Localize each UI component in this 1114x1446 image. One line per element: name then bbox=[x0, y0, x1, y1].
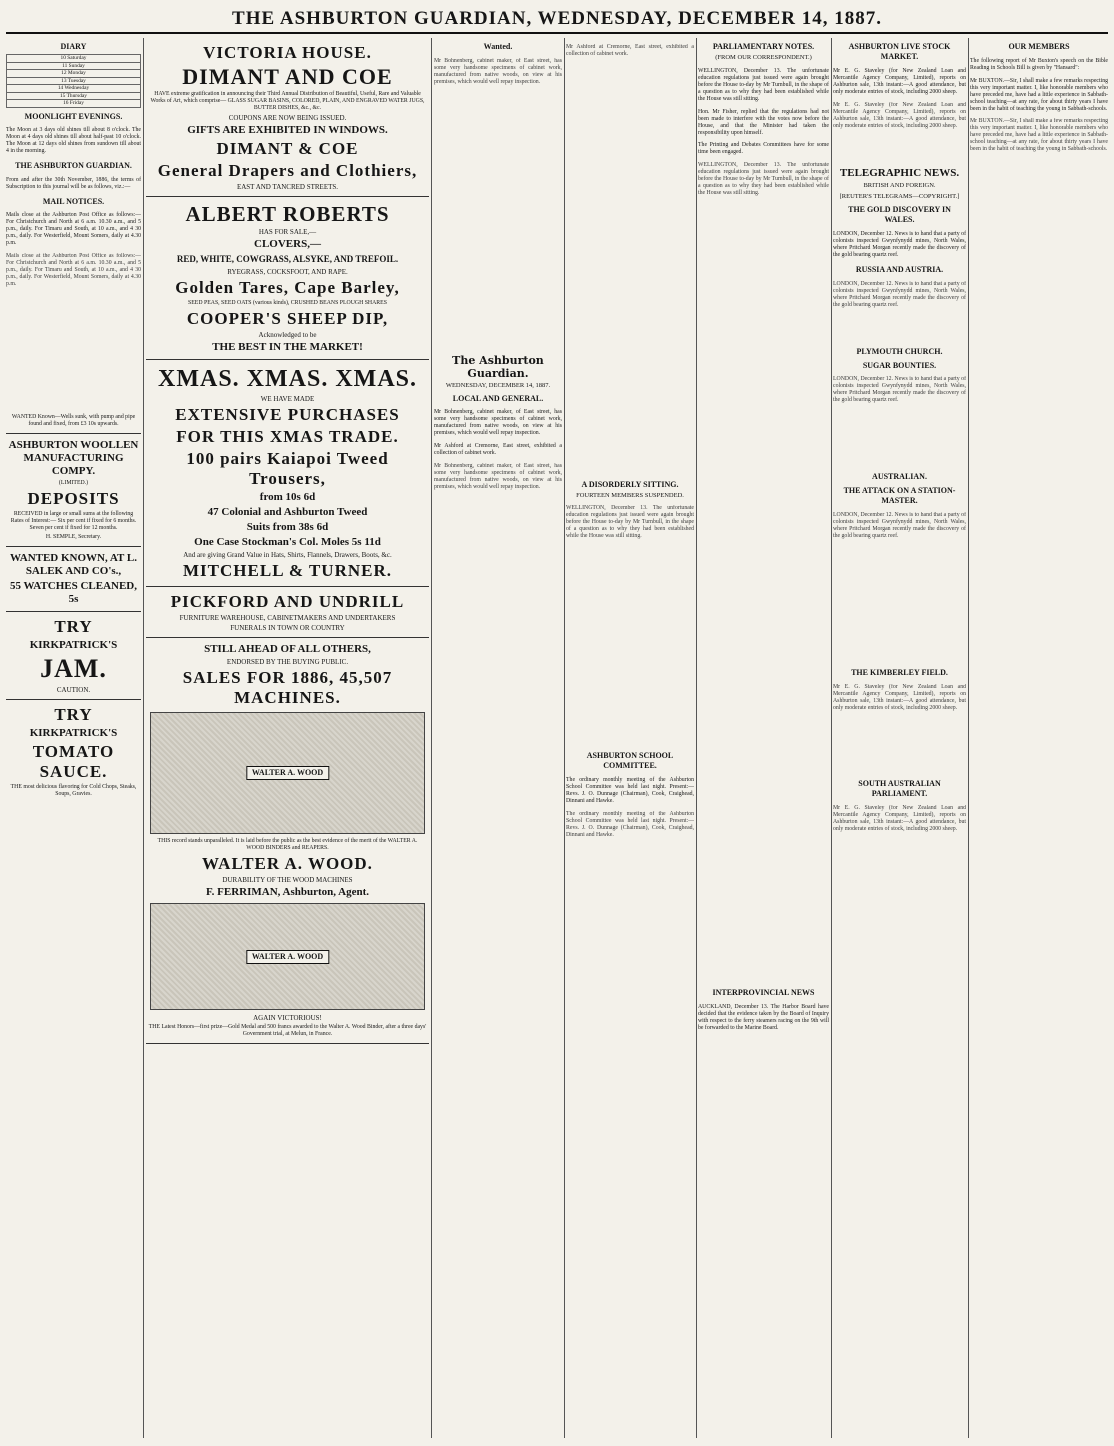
members-heading: OUR MEMBERS bbox=[1008, 42, 1070, 51]
still-heading: STILL AHEAD OF ALL OTHERS, bbox=[204, 643, 371, 655]
gold-heading: THE GOLD DISCOVERY IN WALES. bbox=[848, 205, 951, 225]
endorsed-text: ENDORSED BY THE BUYING PUBLIC. bbox=[226, 658, 349, 666]
local-heading: LOCAL AND GENERAL. bbox=[452, 393, 544, 403]
ryegrass-text: RYEGRASS, COCKSFOOT, AND RAPE. bbox=[227, 268, 348, 276]
funerals-text: FUNERALS IN TOWN OR COUNTRY bbox=[230, 624, 345, 632]
ashford-text: Mr Ashford at Cremorne, East street, exhibited a collection of cabinet work. bbox=[434, 443, 562, 457]
diary-row: 12 Monday bbox=[7, 70, 141, 78]
tomato-text: THE most delicious flavoring for Cold Chops, Steaks, Soups, Gravies. bbox=[10, 784, 137, 798]
paper-date: WEDNESDAY, DECEMBER 14, 1887. bbox=[445, 381, 551, 389]
tomato-heading: TOMATO SAUCE. bbox=[32, 742, 115, 782]
kirkpatrick-heading: KIRKPATRICK'S bbox=[29, 639, 118, 652]
parliament-text: WELLINGTON, December 13. The unfortunate education regulations just issued were again brought before the House to-day by Mr Turnbull, in the shape of a question as to why they had been established while the House was still sitting. bbox=[698, 67, 829, 102]
parliament-sub: (FROM OUR CORRESPONDENT.) bbox=[715, 54, 812, 61]
disorder-text: WELLINGTON, December 13. The unfortunate education regulations just issued were again brought before the House to-day by Mr Turnbull, in the shape of a question as to why they had been established while the House was still sitting. bbox=[566, 505, 694, 540]
albert-heading: ALBERT ROBERTS bbox=[185, 202, 390, 226]
diary-title: DIARY bbox=[60, 42, 87, 51]
russia-heading: RUSSIA AND AUSTRIA. bbox=[855, 264, 944, 274]
interprov-heading: INTERPROVINCIAL NEWS bbox=[712, 987, 815, 997]
kaiapoi-heading: 100 pairs Kaiapoi Tweed Trousers, bbox=[186, 449, 389, 488]
semple-signature: H. SEMPLE, Secretary. bbox=[45, 534, 102, 541]
south-heading: SOUTH AUSTRALIAN PARLIAMENT. bbox=[858, 779, 941, 799]
woollen-title: ASHBURTON WOOLLEN MANUFACTURING COMPY. bbox=[8, 439, 139, 478]
fourteen-heading: FOURTEEN MEMBERS SUSPENDED. bbox=[576, 491, 684, 499]
column-rule bbox=[831, 38, 832, 1438]
deposits-text: RECEIVED in large or small sums at the following Rates of Interest:— Six per cent if fixed for 6 months. Seven per cent if fixed for 12 months. bbox=[10, 511, 137, 532]
clovers-heading: CLOVERS,— bbox=[254, 238, 321, 250]
disorder-heading: A DISORDERLY SITTING. bbox=[581, 479, 679, 489]
clover-kinds: RED, WHITE, COWGRASS, ALSYKE, AND TREFOIL. bbox=[176, 254, 399, 264]
column-5 bbox=[698, 38, 829, 1438]
members-text: The following report of Mr Buxton's speech on the Bible Reading in Schools Bill is given by "Hansard": bbox=[970, 57, 1108, 71]
wells-ad: WANTED Known—Wells sunk, with pump and pipe found and fixed, from £3 10s upwards. bbox=[11, 414, 136, 428]
moonlight-heading: MOONLIGHT EVENINGS. bbox=[24, 111, 123, 121]
wanted-heading: Wanted. bbox=[483, 42, 513, 51]
jam-heading: JAM. bbox=[40, 654, 107, 684]
moonlight-text: The Moon at 3 days old shines till about 8 o'clock. The Moon at 4 days old shines till about half-past 10 o'clock. The Moon at 12 days old shines from sundown till about 4 in the morning. bbox=[6, 127, 141, 155]
mail-text-continued: Mails close at the Ashburton Post Office as follows:— For Christchurch and North at 6 a.m. 10.30 a.m., and 5 p.m., daily. For Timaru and South, at 10 a.m., and 4 30 p.m., daily. For Westerfield, Mount Somers, daily at 4.30 p.m. bbox=[6, 253, 141, 288]
russia-text: LONDON, December 12. News is to hand that a party of colonists inspected Gwynfynydd mines, North Wales, where Pritchard Morgan recently made the discovery of the gold bearing quartz reef. bbox=[833, 280, 966, 308]
colonial-text: 47 Colonial and Ashburton Tweed bbox=[207, 506, 368, 518]
diary-row: 13 Tuesday bbox=[7, 77, 141, 85]
livestock-continued: Mr E. G. Staveley (for New Zealand Loan and Mercantile Agency Company, Limited), reports on Ashburton sale, 13th instant:—A good attendance, but only moderate entries of stock, including 2000 sheep. bbox=[833, 101, 966, 129]
caution-heading: CAUTION. bbox=[56, 686, 91, 695]
dimant-address: EAST AND TANCRED STREETS. bbox=[236, 183, 339, 191]
durability-text: DURABILITY OF THE WOOD MACHINES bbox=[222, 876, 353, 884]
guardian-text: From and after the 30th November, 1886, the terms of Subscription to this journal will be as follows, viz.:— bbox=[6, 176, 141, 190]
interprov-text: AUCKLAND, December 13. The Harbor Board have decided that the evidence taken by the Board of Inquiry with respect to the ferry steamers racing on the 9th will be forwarded to the Marine Board. bbox=[698, 1003, 829, 1031]
kimberley-heading: THE KIMBERLEY FIELD. bbox=[851, 667, 948, 677]
kirkpatrick-heading-2: KIRKPATRICK'S bbox=[29, 727, 118, 740]
diary-row: 10 Saturday bbox=[7, 55, 141, 63]
pickford-heading: PICKFORD AND UNDRILL bbox=[170, 592, 405, 611]
diary-row: 14 Wednesday bbox=[7, 85, 141, 93]
column-1 bbox=[6, 38, 141, 1438]
coupons-text: COUPONS ARE NOW BEING ISSUED. bbox=[228, 114, 347, 122]
forsale-text: HAS FOR SALE,— bbox=[258, 228, 317, 236]
diary-row: 11 Sunday bbox=[7, 62, 141, 70]
woollen-sub: (LIMITED.) bbox=[58, 480, 89, 487]
buxton-text: Mr BUXTON.—Sir, I shall make a few remarks respecting this very important matter. I, like honorable members who have preceded me, have had a little experience in Sabbath-school teaching—at any rate, for about thirty years I have been in the habit of teaching the young in Sabbath-schools. bbox=[970, 77, 1108, 112]
ferriman-text: F. FERRIMAN, Ashburton, Agent. bbox=[205, 886, 370, 898]
local-continued: Mr Bohnenberg, cabinet maker, of East street, has some very handsome specimens of cabinet work, manufactured from native woods, on view at his premises, which would well repay inspection. bbox=[434, 462, 562, 490]
dimant-heading: DIMANT AND COE bbox=[182, 64, 393, 89]
column-3 bbox=[434, 38, 562, 1438]
parliament-text-2: Hon. Mr Fisher, replied that the regulations had not been made to interfere with the votes now before the House, and that the Minister had taken the responsibility upon himself. bbox=[698, 108, 829, 136]
diary-row: 15 Thursday bbox=[7, 92, 141, 100]
column-rule bbox=[696, 38, 697, 1438]
mail-text: Mails close at the Ashburton Post Office as follows:— For Christchurch and North at 6 a.m. 10.30 a.m., and 5 p.m., daily. For Timaru and South, at 10 a.m., and 4 30 p.m., daily. For Westerfield, Mount Somers, daily at 4.30 p.m. bbox=[6, 212, 141, 247]
column-rule bbox=[431, 38, 432, 1438]
wehave-text: WE HAVE MADE bbox=[260, 395, 315, 403]
printing-text: The Printing and Debates Committees have for some time been engaged. bbox=[698, 142, 829, 156]
australian-heading: AUSTRALIAN. bbox=[872, 472, 927, 482]
from10-text: from 10s 6d bbox=[259, 491, 316, 503]
giving-text: And are giving Grand Value in Hats, Shirts, Flannels, Drawers, Boots, &c. bbox=[183, 551, 392, 559]
column-rule bbox=[564, 38, 565, 1438]
dimant-heading-2: DIMANT & COE bbox=[216, 139, 359, 158]
furniture-text: FURNITURE WAREHOUSE, CABINETMAKERS AND UNDERTAKERS bbox=[179, 614, 396, 622]
parliament-continued: WELLINGTON, December 13. The unfortunate education regulations just issued were again brought before the House to-day by Mr Turnbull, in the shape of a question as to why they had been established while the House was still sitting. bbox=[698, 162, 829, 197]
column-rule bbox=[968, 38, 969, 1438]
sugar-text: LONDON, December 12. News is to hand that a party of colonists inspected Gwynfynydd mines, North Wales, where Pritchard Morgan recently made the discovery of the gold bearing quartz reef. bbox=[833, 376, 966, 404]
deposits-title: DEPOSITS bbox=[27, 489, 120, 509]
school-text: The ordinary monthly meeting of the Ashburton School Committee was held last night. Present:—Revs. J. O. Dunnage (Chairman), Cook, Craighead, Dinnani and Hawke. bbox=[566, 776, 694, 804]
livestock-text: Mr E. G. Staveley (for New Zealand Loan and Mercantile Agency Company, Limited), reports on Ashburton sale, 13th instant:—A good attendance, but only moderate entries of stock, including 2000 sheep. bbox=[833, 67, 966, 95]
walter-heading: WALTER A. WOOD. bbox=[202, 854, 373, 873]
parliament-heading: PARLIAMENTARY NOTES. bbox=[712, 42, 815, 51]
guardian-heading: THE ASHBURTON GUARDIAN. bbox=[15, 161, 132, 171]
suits-text: Suits from 38s 6d bbox=[246, 521, 329, 533]
binder-label: WALTER A. WOOD bbox=[246, 950, 329, 964]
best-text: THE BEST IN THE MARKET! bbox=[212, 341, 363, 353]
attack-heading: THE ATTACK ON A STATION-MASTER. bbox=[843, 486, 956, 506]
binder-engraving bbox=[150, 903, 425, 1010]
victoria-heading: VICTORIA HOUSE. bbox=[203, 43, 372, 62]
try-heading: TRY bbox=[54, 617, 93, 637]
extensive-heading: EXTENSIVE PURCHASES bbox=[175, 405, 400, 424]
gifts-heading: GIFTS ARE EXHIBITED IN WINDOWS. bbox=[187, 124, 388, 136]
column-rule bbox=[143, 38, 144, 1438]
latest-text: THE Latest Honors—first prize—Gold Medal and 500 francs awarded to the Walter A. Wood Binder, after a three days' Government trial, at Melun, in France. bbox=[148, 1024, 427, 1037]
xmas-heading: XMAS. XMAS. XMAS. bbox=[158, 366, 417, 392]
british-heading: BRITISH AND FOREIGN. bbox=[863, 182, 936, 190]
plymouth-heading: PLYMOUTH CHURCH. bbox=[856, 346, 943, 356]
kimberley-text: Mr E. G. Staveley (for New Zealand Loan and Mercantile Agency Company, Limited), reports on Ashburton sale, 13th instant:—A good attendance, but only moderate entries of stock, including 2000 sheep. bbox=[833, 683, 966, 711]
buxton-continued: Mr BUXTON.—Sir, I shall make a few remarks respecting this very important matter. I, like honorable members who have preceded me, have had a little experience in Sabbath-school teaching—at any rate, for about thirty years I have been in the habit of teaching the young in Sabbath-schools. bbox=[970, 118, 1108, 153]
seed-text: SEED PEAS, SEED OATS (various kinds), CRUSHED BEANS PLOUGH SHARES bbox=[188, 300, 387, 306]
column-6 bbox=[833, 38, 966, 1438]
school-continued: The ordinary monthly meeting of the Ashburton School Committee was held last night. Present:—Revs. J. O. Dunnage (Chairman), Cook, Craighead, Dinnani and Hawke. bbox=[566, 810, 694, 838]
news-continued: Mr Ashford at Cremorne, East street, exhibited a collection of cabinet work. bbox=[566, 43, 694, 57]
drapers-heading: General Drapers and Clothiers, bbox=[157, 161, 418, 180]
local-text: Mr Bohnenberg, cabinet maker, of East street, has some very handsome specimens of cabinet work, manufactured from native woods, on view at his premises, which would well repay inspection. bbox=[434, 409, 562, 437]
wanted-ads: Mr Bohnenberg, cabinet maker, of East street, has some very handsome specimens of cabinet work, manufactured from native woods, on view at his premises, which would well repay inspection. bbox=[434, 57, 562, 85]
cooper-heading: COOPER'S SHEEP DIP, bbox=[186, 309, 389, 328]
gold-text: LONDON, December 12. News is to hand that a party of colonists inspected Gwynfynydd mines, North Wales, where Pritchard Morgan recently made the discovery of the gold bearing quartz reef. bbox=[833, 231, 966, 259]
south-text: Mr E. G. Staveley (for New Zealand Loan and Mercantile Agency Company, Limited), reports on Ashburton sale, 13th instant:—A good attendance, but only moderate entries of stock, including 2000 sheep. bbox=[833, 805, 966, 833]
reuters-line: [REUTER'S TELEGRAMS—COPYRIGHT.] bbox=[839, 193, 960, 201]
telegraphic-heading: TELEGRAPHIC NEWS. bbox=[839, 167, 960, 180]
sales-heading: SALES FOR 1886, 45,507 MACHINES. bbox=[182, 668, 393, 707]
tares-heading: Golden Tares, Cape Barley, bbox=[175, 278, 400, 297]
column-4 bbox=[566, 38, 694, 1438]
masthead: THE ASHBURTON GUARDIAN, WEDNESDAY, DECEMBER 14, 1887. bbox=[6, 6, 1108, 34]
try-heading-2: TRY bbox=[54, 705, 93, 725]
cooper-sub: Acknowledged to be bbox=[258, 331, 317, 339]
watches-heading: 55 WATCHES CLEANED, 5s bbox=[9, 580, 138, 606]
diary-row: 16 Friday bbox=[7, 100, 141, 108]
record-text: THIS record stands unparalleled. It is laid before the public as the best evidence of the merit of the WALTER A. WOOD BINDERS and REAPERS. bbox=[157, 838, 418, 851]
paper-title: The Ashburton Guardian. bbox=[452, 353, 544, 380]
trade-heading: FOR THIS XMAS TRADE. bbox=[176, 427, 399, 446]
again-heading: AGAIN VICTORIOUS! bbox=[253, 1014, 322, 1022]
livestock-heading: ASHBURTON LIVE STOCK MARKET. bbox=[848, 42, 951, 61]
moles-text: One Case Stockman's Col. Moles 5s 11d bbox=[194, 536, 381, 548]
column-7 bbox=[970, 38, 1108, 1438]
reaper-engraving bbox=[150, 712, 425, 834]
reaper-label: WALTER A. WOOD bbox=[246, 766, 329, 780]
dimant-text: HAVE extreme gratification in announcing their Third Annual Distribution of Beautiful, Useful, Rare and Valuable Works of Art, which comprise— GLASS SUGAR BASINS, COLORED, PLAIN, AND ENGRAVED WATER JUGS, BUTTER DISHES, &c., &c. bbox=[150, 91, 425, 111]
diary-table bbox=[6, 54, 141, 108]
column-2 bbox=[146, 38, 429, 1438]
sugar-heading: SUGAR BOUNTIES. bbox=[862, 360, 937, 370]
salek-heading: WANTED KNOWN, AT L. SALEK AND CO's., bbox=[9, 552, 138, 578]
attack-text: LONDON, December 12. News is to hand that a party of colonists inspected Gwynfynydd mines, North Wales, where Pritchard Morgan recently made the discovery of the gold bearing quartz reef. bbox=[833, 511, 966, 539]
school-heading: ASHBURTON SCHOOL COMMITTEE. bbox=[586, 751, 674, 771]
mitchell-heading: MITCHELL & TURNER. bbox=[183, 561, 392, 580]
mail-heading: MAIL NOTICES. bbox=[42, 196, 105, 206]
